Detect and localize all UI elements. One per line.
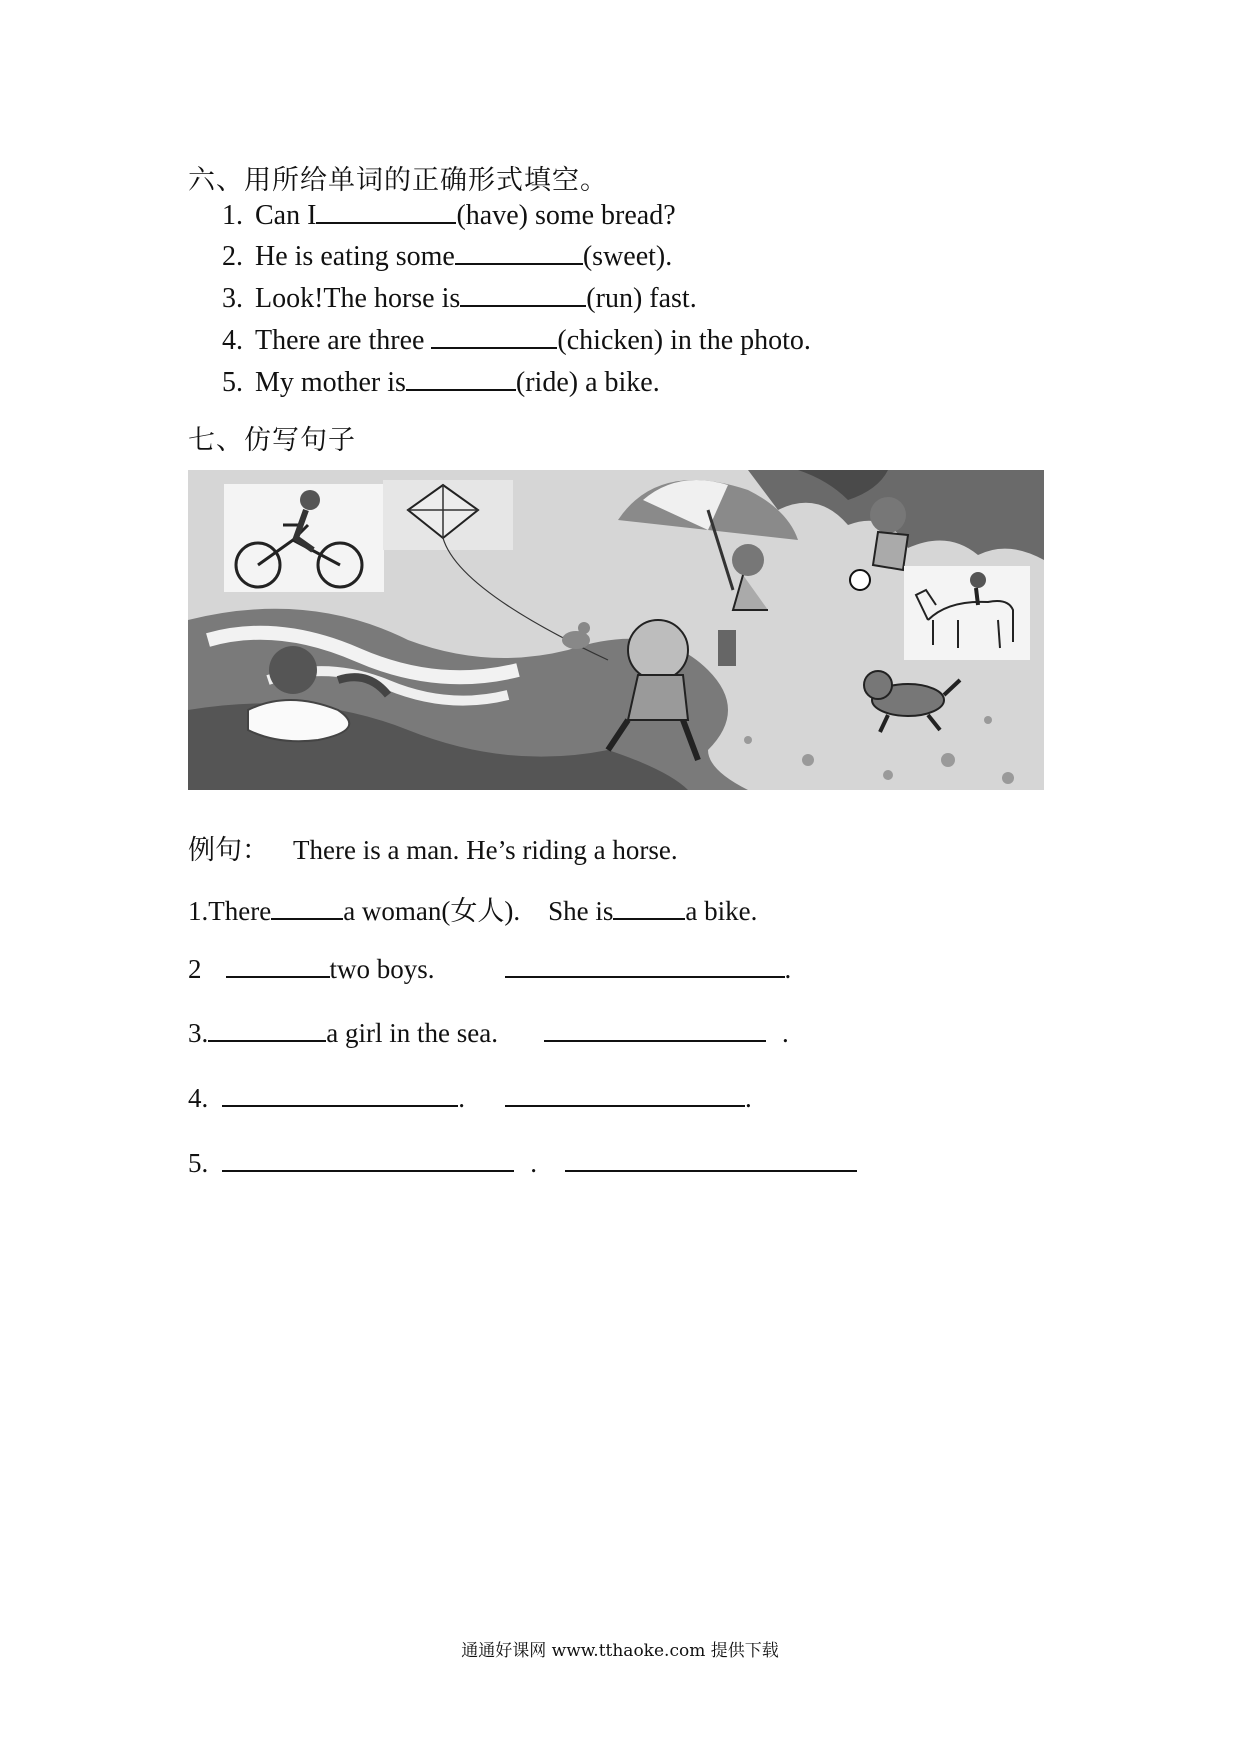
item-text: She is: [548, 896, 614, 926]
item-text: .: [781, 1018, 789, 1048]
footer-credit: 通通好课网 www.tthaoke.com 提供下载: [461, 1641, 779, 1661]
item-text: 5.: [188, 1148, 209, 1178]
example-label: 例句：: [188, 835, 269, 865]
exercise-item-3: [203, 283, 697, 315]
imitation-item-4: [188, 1083, 752, 1114]
item-text: 1.There: [188, 896, 272, 926]
answer-blank[interactable]: [271, 896, 343, 920]
imitation-item-3: [188, 1018, 789, 1049]
item-text: (have) some bread?: [456, 200, 676, 231]
answer-blank[interactable]: [431, 325, 557, 349]
item-text: 3.: [188, 1018, 209, 1048]
example-sentence: [188, 828, 678, 867]
section-7-title: 七、仿写句子: [188, 425, 356, 456]
answer-blank[interactable]: [455, 241, 583, 265]
answer-blank[interactable]: [222, 1083, 458, 1107]
example-text: There is a man. He’s riding a horse.: [293, 835, 678, 865]
answer-blank[interactable]: [316, 200, 456, 224]
item-text: Can I: [255, 200, 317, 231]
imitation-item-5: [188, 1148, 857, 1179]
imitation-item-1: [188, 889, 757, 928]
item-text: There are three: [255, 325, 432, 356]
beach-scene-illustration: [188, 470, 1044, 790]
answer-blank[interactable]: [226, 954, 330, 978]
exercise-item-5: [203, 367, 660, 399]
item-text: He is eating some: [255, 241, 455, 272]
item-text: a bike.: [685, 896, 758, 926]
answer-blank[interactable]: [460, 283, 586, 307]
item-number: 4.: [222, 325, 243, 356]
answer-blank[interactable]: [208, 1018, 326, 1042]
exercise-item-4: [203, 325, 811, 357]
item-number: 5.: [222, 367, 243, 398]
answer-blank[interactable]: [222, 1148, 514, 1172]
item-text: (chicken) in the photo.: [557, 325, 811, 356]
exercise-item-1: [203, 200, 676, 232]
item-number: 3.: [222, 283, 243, 314]
item-text: two boys.: [329, 954, 435, 984]
item-text: .: [745, 1083, 752, 1113]
imitation-item-2: [188, 954, 791, 985]
item-text: .: [530, 1148, 537, 1178]
item-text: a woman(女人).: [343, 896, 521, 926]
exercise-item-2: [203, 241, 672, 273]
answer-blank[interactable]: [406, 367, 516, 391]
answer-blank[interactable]: [544, 1018, 766, 1042]
item-text: .: [458, 1083, 465, 1113]
item-text: 2: [188, 954, 202, 984]
item-text: (sweet).: [582, 241, 673, 272]
item-number: 2.: [222, 241, 243, 272]
item-text: Look!The horse is: [255, 283, 461, 314]
section-6-title: 六、用所给单词的正确形式填空。: [188, 165, 608, 196]
item-text: My mother is: [255, 367, 406, 398]
answer-blank[interactable]: [505, 954, 785, 978]
answer-blank[interactable]: [613, 896, 685, 920]
item-text: 4.: [188, 1083, 209, 1113]
item-text: a girl in the sea.: [326, 1018, 498, 1048]
answer-blank[interactable]: [565, 1148, 857, 1172]
item-text: .: [784, 954, 792, 984]
item-number: 1.: [222, 200, 243, 231]
item-text: (ride) a bike.: [515, 367, 660, 398]
item-text: (run) fast.: [586, 283, 697, 314]
answer-blank[interactable]: [505, 1083, 745, 1107]
